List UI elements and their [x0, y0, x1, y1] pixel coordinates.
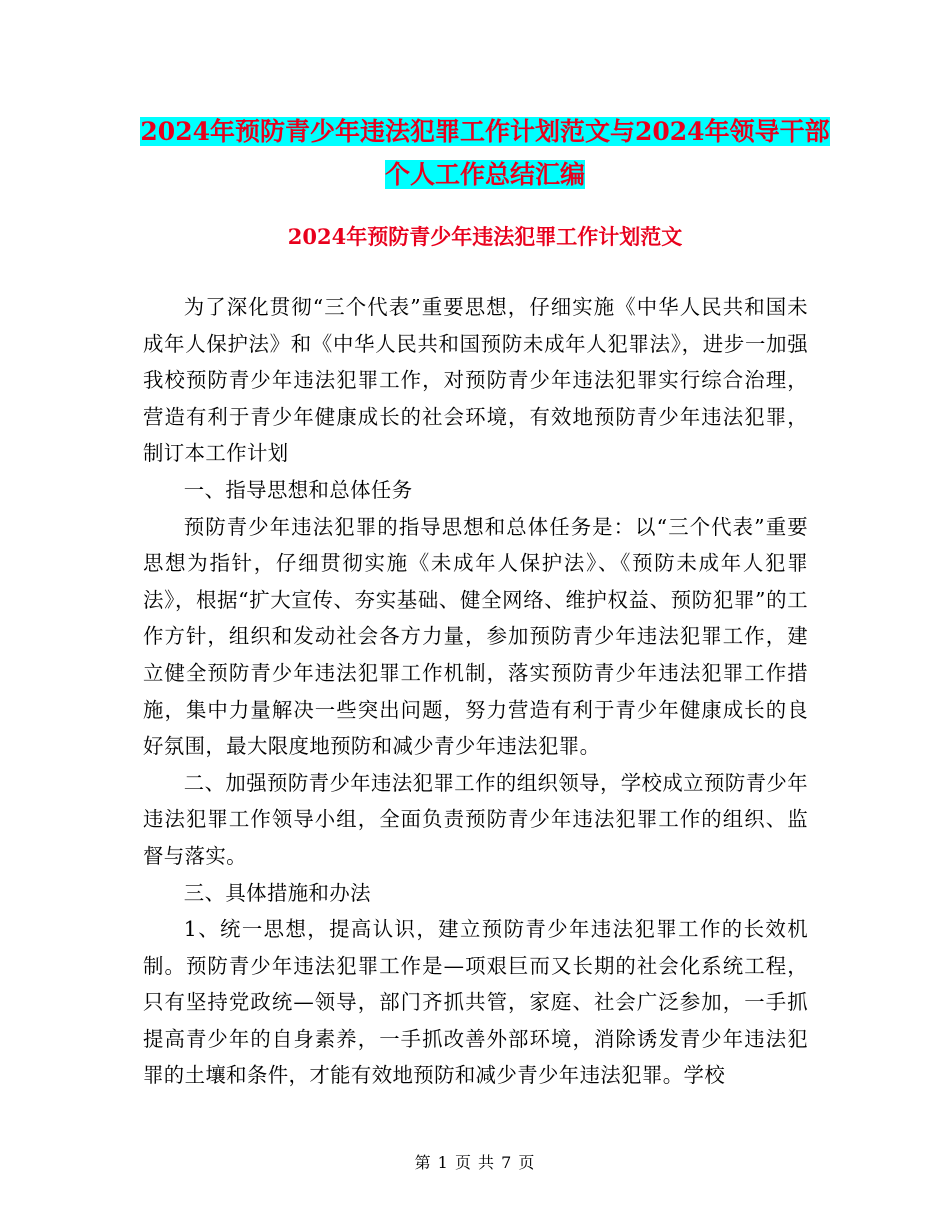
page-footer: 第 1 页 共 7 页: [414, 1153, 536, 1172]
document-title: [140, 110, 830, 196]
paragraph-organization: 二、加强预防青少年违法犯罪工作的组织领导，学校成立预防青少年违法犯罪工作领导小组，全面负责预防青少年违法犯罪工作的组织、监督与落实。: [143, 770, 808, 868]
document-body: [143, 289, 808, 1094]
section-title: 2024年预防青少年违法犯罪工作计划范文: [287, 224, 683, 249]
paragraph-measure-1: 1、统一思想，提高认识，建立预防青少年违法犯罪工作的长效机制。预防青少年违法犯罪工作是—项艰巨而又长期的社会化系统工程，只有坚持党政统—领导，部门齐抓共管，家庭、社会广泛参加，一手抓提高青少年的自身素养，一手抓改善外部环境，消除诱发青少年违法犯罪的土壤和条件，才能有效地预防和减少青少年违法犯罪。学校: [143, 917, 808, 1088]
document-title-text: 2024年预防青少年违法犯罪工作计划范文与2024年领导干部个人工作总结汇编: [140, 117, 830, 189]
heading-guiding-ideology: 一、指导思想和总体任务: [183, 477, 413, 502]
heading-measures: 三、具体措施和办法: [183, 880, 371, 905]
paragraph-intro: 为了深化贯彻“三个代表”重要思想，仔细实施《中华人民共和国未成年人保护法》和《中华人民共和国预防未成年人犯罪法》，进步一加强我校预防青少年违法犯罪工作，对预防青少年违法犯罪实行综合治理，营造有利于青少年健康成长的社会环境，有效地预防青少年违法犯罪，制订本工作计划: [143, 295, 808, 466]
paragraph-guiding-ideology: 预防青少年违法犯罪的指导思想和总体任务是：以“三个代表”重要思想为指针，仔细贯彻实施《未成年人保护法》、《预防未成年人犯罪法》，根据“扩大宣传、夯实基础、健全网络、维护权益、预防犯罪”的工作方针，组织和发动社会各方力量，参加预防青少年违法犯罪工作，建立健全预防青少年违法犯罪工作机制，落实预防青少年违法犯罪工作措施，集中力量解决一些突出问题，努力营造有利于青少年健康成长的良好氛围，最大限度地预防和减少青少年违法犯罪。: [143, 514, 808, 759]
